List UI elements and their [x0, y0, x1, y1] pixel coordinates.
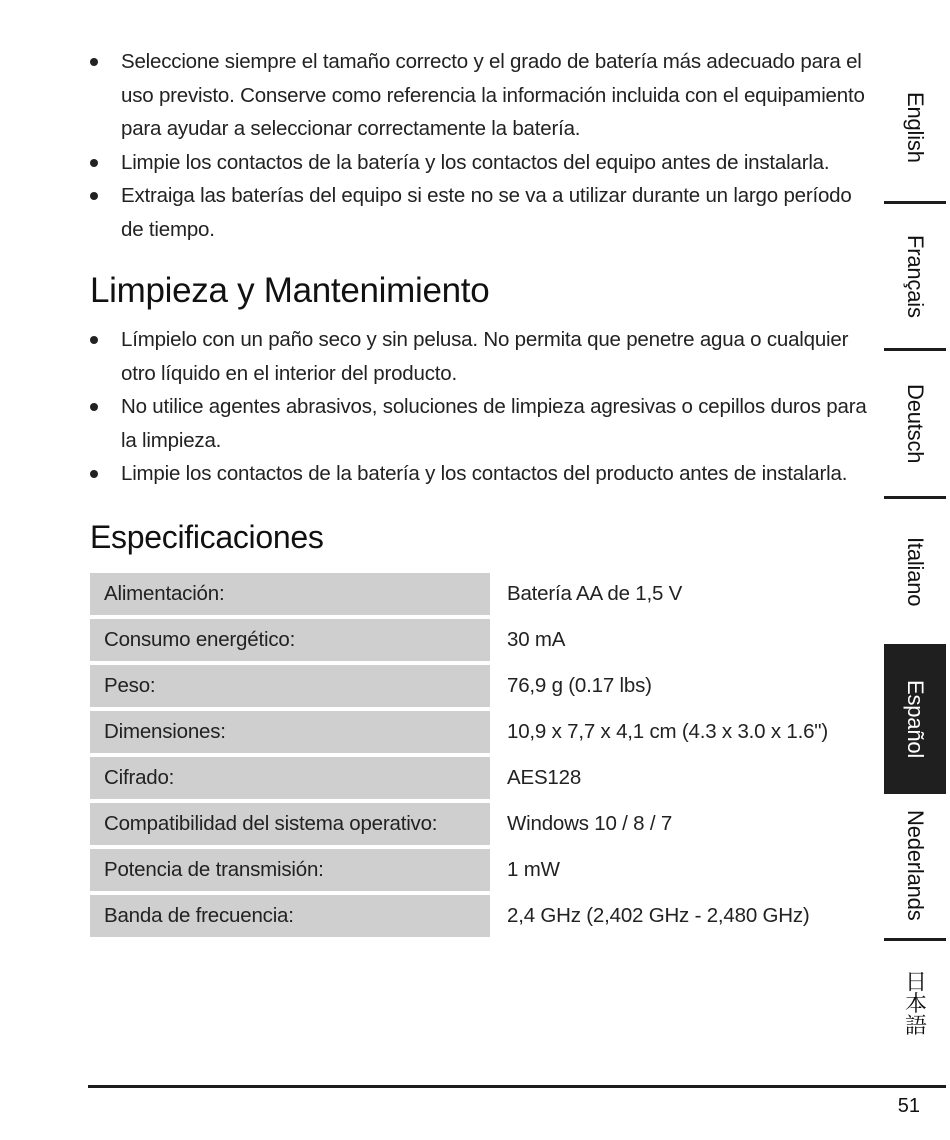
list-item: Limpie los contactos de la batería y los contactos del producto antes de instalarla.: [90, 457, 870, 491]
table-row: [90, 619, 870, 661]
table-row: [90, 803, 870, 845]
tab-label: Deutsch: [903, 383, 928, 464]
tab-francais[interactable]: [884, 204, 946, 348]
cleaning-heading: Limpieza y Mantenimiento: [90, 271, 490, 310]
spec-value: 10,9 x 7,7 x 4,1 cm (4.3 x 3.0 x 1.6"): [507, 719, 829, 743]
tab-espanol[interactable]: [884, 644, 946, 794]
spec-value: 1 mW: [507, 857, 560, 881]
language-tabs: [884, 55, 946, 1065]
specs-table: [90, 569, 870, 941]
tab-deutsch[interactable]: [884, 351, 946, 496]
spec-label: Alimentación:: [90, 573, 490, 615]
tab-italiano[interactable]: [884, 499, 946, 644]
table-row: [90, 849, 870, 891]
table-row: [90, 711, 870, 753]
spec-value: Batería AA de 1,5 V: [507, 581, 683, 605]
cleaning-bullet-list: [90, 323, 870, 491]
spec-label: Consumo energético:: [90, 619, 490, 661]
tab-label: Français: [903, 234, 928, 318]
table-row: [90, 665, 870, 707]
tab-label: 日本語: [902, 970, 928, 1036]
page-number: 51: [897, 1095, 920, 1117]
spec-label: Compatibilidad del sistema operativo:: [90, 803, 490, 845]
spec-label: Cifrado:: [90, 757, 490, 799]
list-item: Limpie los contactos de la batería y los contactos del equipo antes de instalarla.: [90, 146, 870, 180]
table-row: [90, 573, 870, 615]
spec-value: AES128: [507, 765, 582, 789]
tab-nederlands[interactable]: [884, 794, 946, 937]
table-row: [90, 757, 870, 799]
list-item: Extraiga las baterías del equipo si este no se va a utilizar durante un largo período de tiempo.: [90, 179, 870, 246]
list-item: Límpielo con un paño seco y sin pelusa. No permita que penetre agua o cualquier otro líquido en el interior del producto.: [90, 323, 870, 390]
tab-label: Español: [903, 679, 928, 759]
tab-english[interactable]: [884, 55, 946, 200]
spec-label: Banda de frecuencia:: [90, 895, 490, 937]
page-content: [90, 45, 870, 941]
spec-value: 76,9 g (0.17 lbs): [507, 673, 652, 697]
spec-label: Potencia de transmisión:: [90, 849, 490, 891]
tab-japanese[interactable]: [884, 941, 946, 1065]
battery-bullet-list: [90, 45, 870, 246]
tab-label: English: [903, 92, 928, 163]
tab-label: Nederlands: [903, 810, 928, 921]
table-row: [90, 895, 870, 937]
spec-value: 2,4 GHz (2,402 GHz - 2,480 GHz): [507, 903, 810, 927]
specs-heading: Especificaciones: [90, 518, 324, 555]
spec-label: Dimensiones:: [90, 711, 490, 753]
footer-divider: [88, 1085, 946, 1088]
list-item: Seleccione siempre el tamaño correcto y el grado de batería más adecuado para el uso previsto. Conserve como referencia la información incluida con el equipamiento para ayudar a seleccionar correctamente la batería.: [90, 45, 870, 146]
spec-value: Windows 10 / 8 / 7: [507, 811, 673, 835]
spec-value: 30 mA: [507, 627, 566, 651]
spec-label: Peso:: [90, 665, 490, 707]
list-item: No utilice agentes abrasivos, soluciones de limpieza agresivas o cepillos duros para la limpieza.: [90, 390, 870, 457]
tab-label: Italiano: [903, 536, 928, 607]
